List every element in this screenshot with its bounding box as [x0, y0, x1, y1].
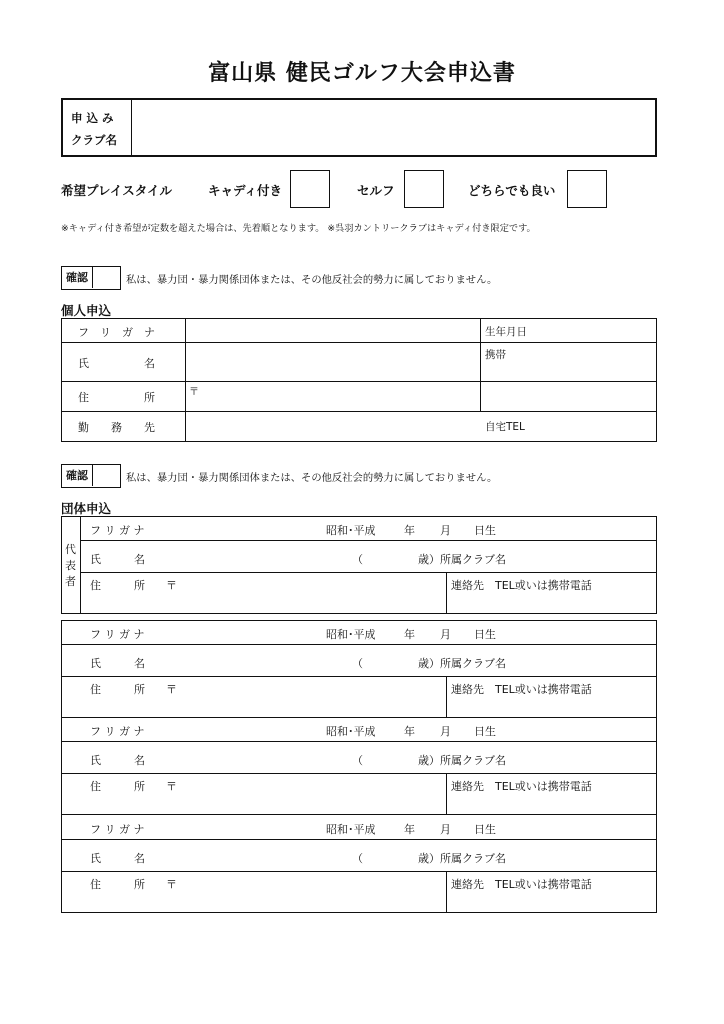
group-contact-label: 連絡先 TEL或いは携帯電話	[451, 683, 592, 696]
group-postal-mark: 〒	[166, 780, 177, 793]
club-label-line1: 申 込 み	[71, 111, 114, 125]
group-name-label: 氏 名	[90, 754, 145, 767]
group-month-label: 月	[440, 524, 451, 537]
confirm-label-group: 確認	[62, 465, 93, 486]
option-either-checkbox[interactable]	[567, 170, 607, 208]
individual-table	[61, 318, 657, 442]
rep-label-3: 者	[65, 575, 76, 588]
group-day-label: 日生	[474, 823, 496, 836]
page-title: 富山県 健民ゴルフ大会申込書	[208, 61, 516, 86]
individual-postal-mark: 〒	[189, 387, 199, 398]
group-member-block-4	[61, 814, 657, 913]
individual-name-label: 氏 名	[78, 357, 155, 370]
confirm-checkbox-individual[interactable]	[93, 267, 119, 288]
group-postal-mark: 〒	[166, 878, 177, 891]
group-member-block-1	[61, 516, 657, 614]
option-caddie-label: キャディ付き	[208, 183, 283, 198]
individual-home-tel-label: 自宅TEL	[485, 421, 525, 433]
group-age-close-club-label: 歳）所属クラブ名	[418, 657, 506, 670]
confirm-statement-group: 私は、暴力団・暴力関係団体または、その他反社会的勢力に属しておりません。	[126, 472, 498, 484]
group-year-label: 年	[404, 725, 415, 738]
individual-name-input[interactable]	[188, 345, 478, 379]
individual-mobile-label: 携帯	[485, 349, 506, 361]
option-self-checkbox[interactable]	[404, 170, 444, 208]
individual-birthdate-label: 生年月日	[485, 326, 527, 338]
group-day-label: 日生	[474, 725, 496, 738]
individual-heading: 個人申込	[61, 303, 112, 318]
group-day-label: 日生	[474, 628, 496, 641]
group-furigana-label: フ リ ガ ナ	[90, 524, 145, 537]
rep-label-1: 代	[65, 543, 76, 556]
group-era-label: 昭和･平成	[326, 628, 376, 641]
confirm-label: 確認	[62, 267, 93, 288]
rep-label-2: 表	[65, 559, 76, 572]
group-address-label: 住 所	[90, 579, 145, 592]
group-name-label: 氏 名	[90, 657, 145, 670]
group-year-label: 年	[404, 823, 415, 836]
group-member-block-2	[61, 620, 657, 718]
group-year-label: 年	[404, 628, 415, 641]
group-era-label: 昭和･平成	[326, 725, 376, 738]
individual-address-label: 住 所	[78, 391, 155, 404]
club-name-input[interactable]	[135, 104, 651, 151]
confirm-box-individual	[61, 266, 121, 290]
group-age-close-club-label: 歳）所属クラブ名	[418, 553, 506, 566]
club-label-line2: クラブ名	[71, 133, 117, 147]
option-self-label: セルフ	[357, 183, 395, 198]
group-era-label: 昭和･平成	[326, 823, 376, 836]
group-month-label: 月	[440, 823, 451, 836]
group-address-label: 住 所	[90, 878, 145, 891]
individual-address-input[interactable]	[202, 384, 652, 409]
group-member-block-3	[61, 717, 657, 815]
group-year-label: 年	[404, 524, 415, 537]
group-contact-label: 連絡先 TEL或いは携帯電話	[451, 780, 592, 793]
individual-work-input[interactable]	[188, 414, 478, 439]
group-age-open: （	[352, 553, 363, 566]
individual-furigana-input[interactable]	[188, 321, 478, 341]
group-age-close-club-label: 歳）所属クラブ名	[418, 852, 506, 865]
group-day-label: 日生	[474, 524, 496, 537]
confirm-statement-individual: 私は、暴力団・暴力関係団体または、その他反社会的勢力に属しておりません。	[126, 274, 498, 286]
group-furigana-label: フ リ ガ ナ	[90, 628, 145, 641]
group-month-label: 月	[440, 628, 451, 641]
option-either-label: どちらでも良い	[468, 183, 556, 198]
group-postal-mark: 〒	[166, 683, 177, 696]
group-contact-label: 連絡先 TEL或いは携帯電話	[451, 878, 592, 891]
confirm-checkbox-group[interactable]	[93, 465, 119, 486]
group-postal-mark: 〒	[166, 579, 177, 592]
caddie-note: ※キャディ付き希望が定数を超えた場合は、先着順となります。 ※呉羽カントリークラブはキャディ付き限定です。	[61, 223, 536, 234]
individual-work-label: 勤 務 先	[78, 421, 155, 434]
group-address-label: 住 所	[90, 780, 145, 793]
group-contact-label: 連絡先 TEL或いは携帯電話	[451, 579, 592, 592]
play-style-label: 希望プレイスタイル	[61, 183, 173, 198]
group-furigana-label: フ リ ガ ナ	[90, 725, 145, 738]
group-month-label: 月	[440, 725, 451, 738]
group-heading: 団体申込	[61, 501, 112, 516]
group-era-label: 昭和･平成	[326, 524, 376, 537]
club-name-box	[61, 98, 657, 157]
group-furigana-label: フ リ ガ ナ	[90, 823, 145, 836]
group-address-label: 住 所	[90, 683, 145, 696]
group-age-open: （	[352, 852, 363, 865]
group-name-label: 氏 名	[90, 852, 145, 865]
individual-furigana-label: フ リ ガ ナ	[78, 326, 155, 339]
group-age-open: （	[352, 657, 363, 670]
group-age-close-club-label: 歳）所属クラブ名	[418, 754, 506, 767]
option-caddie-checkbox[interactable]	[290, 170, 330, 208]
group-age-open: （	[352, 754, 363, 767]
group-name-label: 氏 名	[90, 553, 145, 566]
confirm-box-group	[61, 464, 121, 488]
